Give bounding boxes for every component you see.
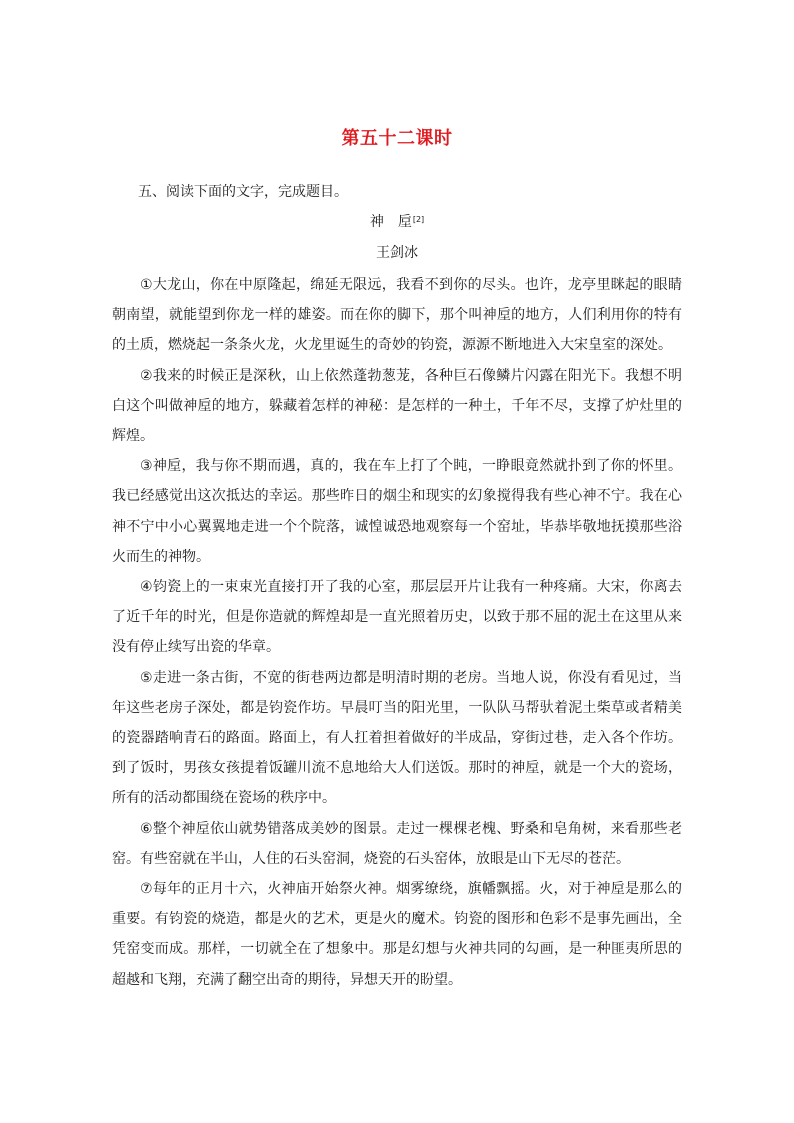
question-instruction: 五、阅读下面的文字，完成题目。 [138,184,348,200]
paragraph-1: ①大龙山，你在中原隆起，绵延无限远，我看不到你的尽头。也许，龙亭里眯起的眼睛朝南望，就能望到你龙一样的雄姿。而在你的脚下，那个叫神垕的地方，人们利用你的特有的土质，燃烧起一条条火龙，火龙里诞生的奇妙的钧瓷，源源不断地进入大宋皇室的深处。 [112,277,682,354]
paragraph-5: ⑤走进一条古街，不宽的街巷两边都是明清时期的老房。当地人说，你没有看见过，当年这些老房子深处，都是钧瓷作坊。早晨叮当的阳光里，一队队马帮驮着泥土柴草或者精美的瓷器踏响青石的路面。路面上，有人扛着担着做好的半成品，穿街过巷，走入各个作坊。到了饭时，男孩女孩提着饭罐川流不息地给大人们送饭。那时的神垕，就是一个大的瓷场，所有的活动都围绕在瓷场的秩序中。 [112,669,682,807]
article-author: 王剑冰 [376,245,418,261]
page-title: 第五十二课时 [341,128,453,149]
article-title: 神 垕 [369,214,412,230]
article-body [112,270,682,995]
footnote-marker: [2] [412,215,425,224]
paragraph-7: ⑦每年的正月十六，火神庙开始祭火神。烟雾缭绕，旗幡飘摇。火，对于神垕是那么的重要。有钧瓷的烧造，都是火的艺术，更是火的魔术。钧瓷的图形和色彩不是事先画出，全凭窑变而成。那样，一切就全在了想象中。那是幻想与火神共同的勾画，是一种匪夷所思的超越和飞翔，充满了翻空出奇的期待，异想天开的盼望。 [112,881,682,988]
article-title-line [0,212,794,232]
paragraph-3: ③神垕，我与你不期而遇，真的，我在车上打了个盹，一睁眼竟然就扑到了你的怀里。我已经感觉出这次抵达的幸运。那些昨日的烟尘和现实的幻象搅得我有些心神不宁。我在心神不宁中小心翼翼地走进一个个院落，诚惶诚恐地观察每一个窑址，毕恭毕敬地抚摸那些浴火而生的神物。 [112,458,682,565]
paragraph-6: ⑥整个神垕依山就势错落成美妙的图景。走过一棵棵老槐、野桑和皂角树，来看那些老窑。有些窑就在半山，人住的石头窑洞，烧瓷的石头窑体，放眼是山下无尽的苍茫。 [112,820,682,867]
paragraph-4: ④钧瓷上的一束束光直接打开了我的心室，那层层开片让我有一种疼痛。大宋，你离去了近千年的时光，但是你造就的辉煌却是一直光照着历史，以致于那不屈的泥土在这里从来没有停止续写出瓷的华章。 [112,579,682,656]
paragraph-2: ②我来的时候正是深秋，山上依然蓬勃葱茏，各种巨石像鳞片闪露在阳光下。我想不明白这个叫做神垕的地方，躲藏着怎样的神秘：是怎样的一种土，千年不尽，支撑了炉灶里的辉煌。 [112,367,682,445]
